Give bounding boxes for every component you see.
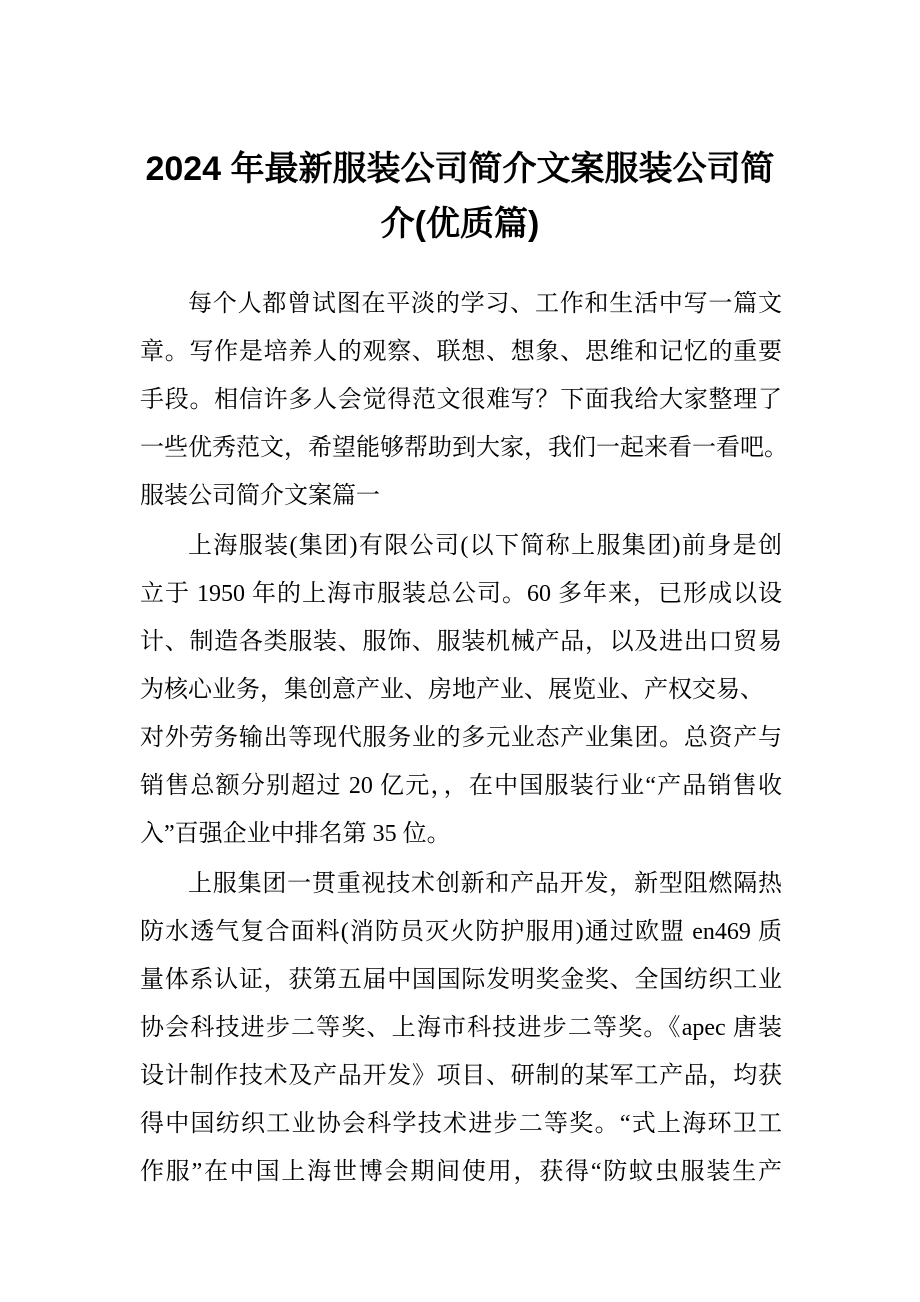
paragraph xyxy=(140,522,782,858)
paragraph-line: 上海服装(集团)有限公司(以下简称上服集团)前身是创 xyxy=(188,533,782,559)
section-heading-text: 服装公司简介文案篇一 xyxy=(140,483,380,509)
paragraph-line: 销售总额分别超过 20 亿元，，在中国服装行业“产品销售收 xyxy=(140,773,782,799)
paragraph-line: 防水透气复合面料(消防员灭火防护服用)通过欧盟 en469 质 xyxy=(140,919,782,945)
paragraph-line: 章。写作是培养人的观察、联想、想象、思维和记忆的重要 xyxy=(140,339,782,365)
paragraph-line: 得中国纺织工业协会科学技术进步二等奖。“式上海环卫工 xyxy=(140,1111,782,1137)
title-line: 2024 年最新服装公司简介文案服装公司简 xyxy=(145,150,775,188)
paragraph-line: 一些优秀范文，希望能够帮助到大家，我们一起来看一看吧。 xyxy=(140,435,788,461)
document-body xyxy=(140,280,788,1196)
paragraph-line: 为核心业务，集创意产业、房地产业、展览业、产权交易、 xyxy=(140,677,764,703)
title-line: 介(优质篇) xyxy=(380,205,540,243)
paragraph-line: 入”百强企业中排名第 35 位。 xyxy=(140,821,451,847)
paragraph-line: 设计制作技术及产品开发》项目、研制的某军工产品，均获 xyxy=(140,1063,782,1089)
intro-paragraph xyxy=(140,280,788,472)
paragraph-line: 作服”在中国上海世博会期间使用，获得“防蚊虫服装生产 xyxy=(140,1159,782,1185)
document-title xyxy=(0,142,920,252)
paragraph-line: 计、制造各类服装、服饰、服装机械产品，以及进出口贸易 xyxy=(140,629,782,655)
paragraph-line: 对外劳务输出等现代服务业的多元业态产业集团。总资产与 xyxy=(140,725,782,751)
paragraph-line: 立于 1950 年的上海市服装总公司。60 多年来，已形成以设 xyxy=(140,581,782,607)
paragraph-line: 量体系认证，获第五届中国国际发明奖金奖、全国纺织工业 xyxy=(140,967,782,993)
paragraph xyxy=(140,860,782,1196)
section-heading xyxy=(140,472,782,520)
paragraph-line: 每个人都曾试图在平淡的学习、工作和生活中写一篇文 xyxy=(188,291,782,317)
paragraph-line: 上服集团一贯重视技术创新和产品开发，新型阻燃隔热 xyxy=(188,871,782,897)
paragraph-line: 手段。相信许多人会觉得范文很难写？下面我给大家整理了 xyxy=(140,387,782,413)
paragraph-line: 协会科技进步二等奖、上海市科技进步二等奖。《apec 唐装 xyxy=(140,1015,782,1041)
